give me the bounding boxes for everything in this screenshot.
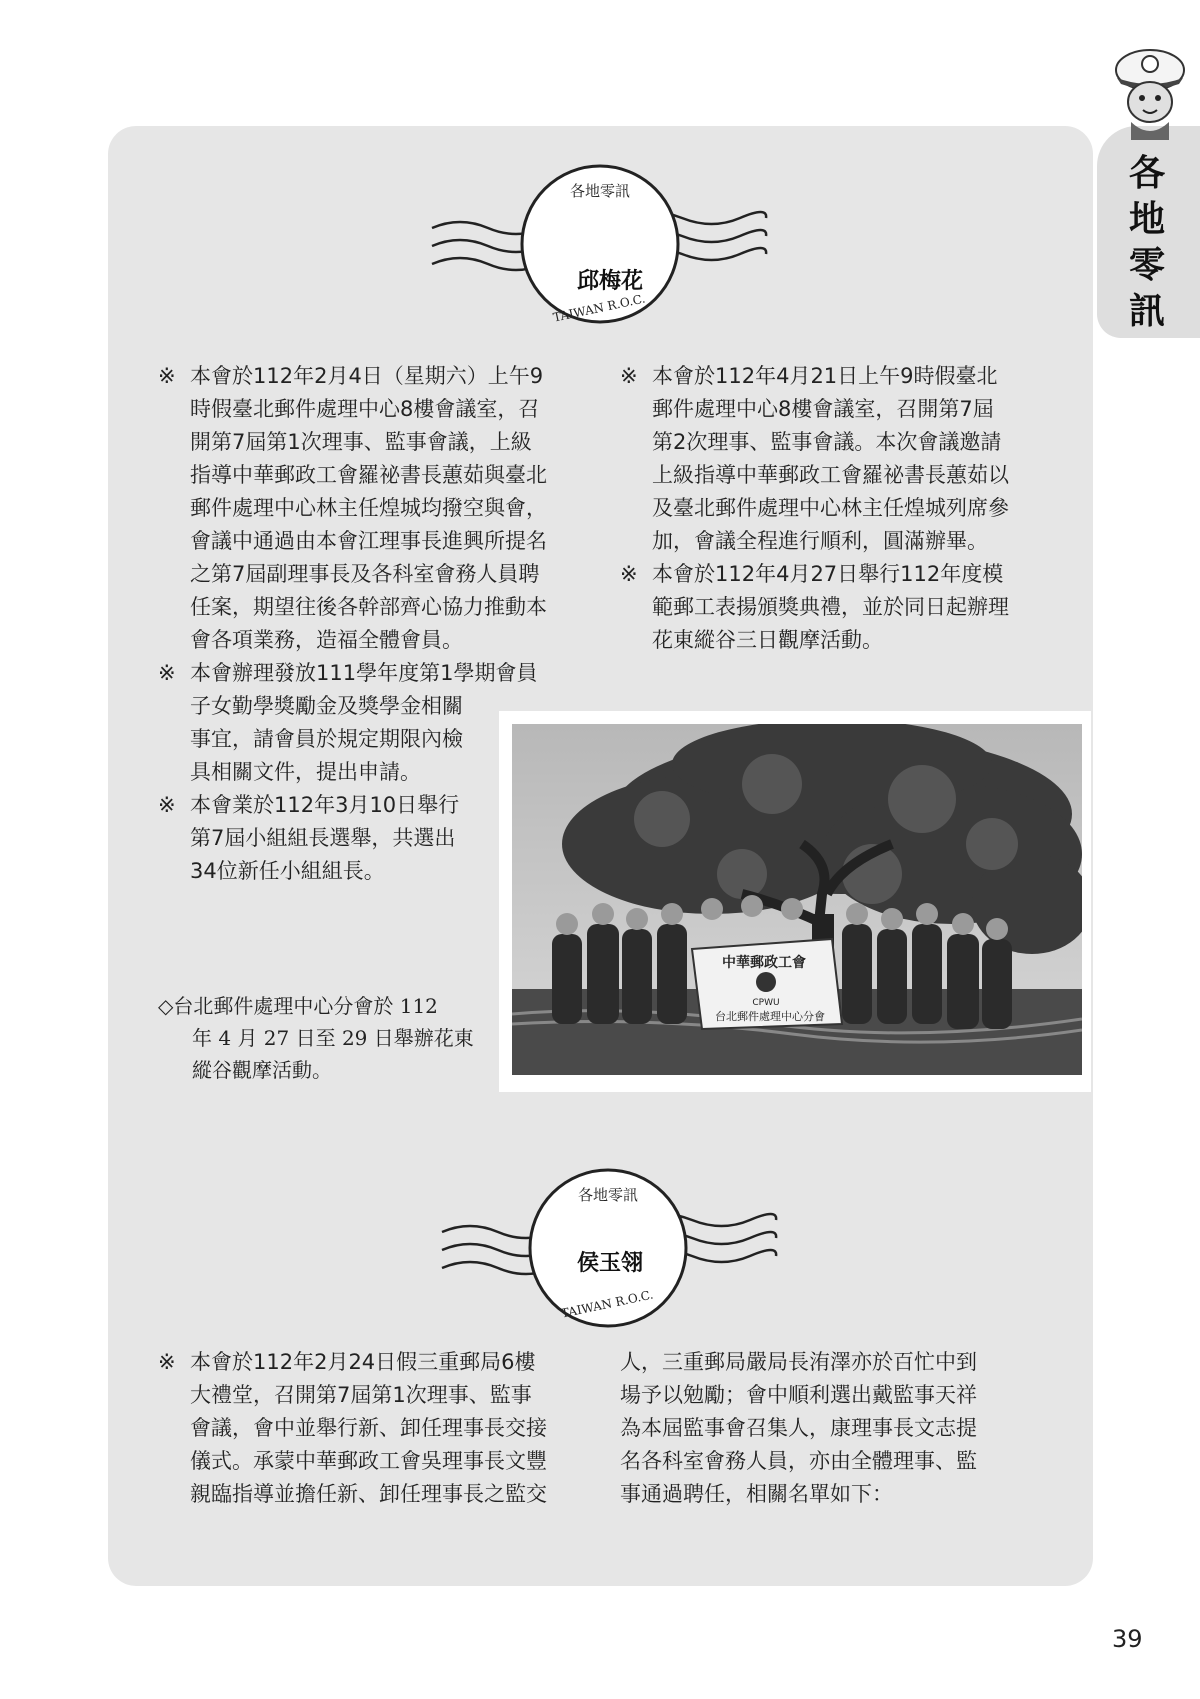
text-line: 上級指導中華郵政工會羅祕書長蕙茹以	[652, 463, 1009, 487]
caption-line: 年 4 月 27 日至 29 日舉辦花東	[192, 1026, 474, 1050]
text-line: 場予以勉勵；會中順利選出戴監事天祥	[620, 1383, 977, 1407]
text-line: 指導中華郵政工會羅祕書長蕙茹與臺北	[190, 463, 547, 487]
text-line: 為本屆監事會召集人，康理事長文志提	[620, 1416, 977, 1440]
list-item	[620, 558, 1040, 657]
stamp-top-text: 各地零訊	[569, 182, 631, 200]
list-item	[158, 1346, 578, 1511]
text-line: 郵件處理中心8樓會議室，召開第7屆	[652, 397, 994, 421]
banner-title: 中華郵政工會	[722, 955, 806, 971]
stamp-top-text: 各地零訊	[577, 1186, 639, 1204]
text-line: 子女勤學獎勵金及獎學金相關	[190, 694, 463, 718]
section1-right-column	[620, 360, 1040, 657]
text-line: 大禮堂，召開第7屆第1次理事、監事	[190, 1383, 532, 1407]
banner-abbr: CPWU	[752, 998, 780, 1008]
section-tab-char: 各	[1128, 152, 1165, 194]
list-item	[620, 360, 1040, 558]
text-line: 名各科室會務人員，亦由全體理事、監	[620, 1449, 977, 1473]
reference-mark: ※	[158, 364, 176, 388]
text-line: 開第7屆第1次理事、監事會議，上級	[190, 430, 532, 454]
section-tab-char: 訊	[1128, 290, 1165, 332]
group-photo	[512, 724, 1082, 1075]
union-banner	[692, 939, 842, 1029]
caption-line: 縱谷觀摩活動。	[192, 1058, 332, 1082]
postmark-stamp	[420, 162, 780, 342]
text-line: 本會於112年2月24日假三重郵局6樓	[190, 1350, 536, 1374]
text-line: 會議中通過由本會江理事長進興所提名	[190, 529, 547, 553]
text-line: 具相關文件，提出申請。	[190, 760, 421, 784]
text-line: 會各項業務，造福全體會員。	[190, 628, 463, 652]
text-line: 時假臺北郵件處理中心8樓會議室，召	[190, 397, 540, 421]
banner-subtitle: 台北郵件處理中心分會	[715, 1010, 825, 1023]
text-line: 親臨指導並擔任新、卸任理事長之監交	[190, 1482, 547, 1506]
text-line: 本會於112年2月4日（星期六）上午9	[190, 364, 544, 388]
reference-mark: ※	[158, 793, 176, 817]
text-line: 及臺北郵件處理中心林主任煌城列席參	[652, 496, 1009, 520]
text-line: 本會辦理發放111學年度第1學期會員	[190, 661, 538, 685]
reference-mark: ※	[620, 364, 638, 388]
postmark-stamp	[430, 1162, 790, 1342]
text-line: 事宜，請會員於規定期限內檢	[190, 727, 463, 751]
reference-mark: ※	[158, 1350, 176, 1374]
section-tab-char: 零	[1128, 244, 1165, 286]
page-number: 39	[1112, 1625, 1143, 1653]
mascot-postman-icon	[1105, 40, 1195, 140]
text-line: 儀式。承蒙中華郵政工會吳理事長文豐	[190, 1449, 547, 1473]
text-line: 花東縱谷三日觀摩活動。	[652, 628, 883, 652]
stamp-name: 邱梅花	[576, 268, 644, 294]
text-line: 任案，期望往後各幹部齊心協力推動本	[190, 595, 547, 619]
caption-line: ◇台北郵件處理中心分會於 112	[158, 994, 438, 1018]
text-line: 之第7屆副理事長及各科室會務人員聘	[190, 562, 540, 586]
stamp-country: TAIWAN R.O.C.	[559, 1287, 655, 1321]
reference-mark: ※	[158, 661, 176, 685]
text-line: 34位新任小組組長。	[190, 859, 385, 883]
text-line: 第7屆小組組長選舉，共選出	[190, 826, 456, 850]
photo-caption	[158, 990, 488, 1086]
text-line: 加，會議全程進行順利，圓滿辦畢。	[652, 529, 988, 553]
text-line: 範郵工表揚頒獎典禮，並於同日起辦理	[652, 595, 1009, 619]
stamp-country: TAIWAN R.O.C.	[551, 291, 647, 325]
reference-mark: ※	[620, 562, 638, 586]
section-tab-char: 地	[1128, 198, 1165, 240]
stamp-name: 侯玉翎	[576, 1250, 644, 1276]
section-tab-label	[1122, 150, 1172, 334]
text-line: 人，三重郵局嚴局長洧澤亦於百忙中到	[620, 1350, 977, 1374]
text-line: 會議，會中並舉行新、卸任理事長交接	[190, 1416, 547, 1440]
list-item	[158, 360, 578, 657]
text-line: 第2次理事、監事會議。本次會議邀請	[652, 430, 1002, 454]
section2-right-column	[620, 1346, 1040, 1511]
text-line: 本會於112年4月21日上午9時假臺北	[652, 364, 998, 388]
text-line: 本會於112年4月27日舉行112年度模	[652, 562, 1004, 586]
text-line: 事通過聘任，相關名單如下：	[620, 1482, 893, 1506]
text-line: 郵件處理中心林主任煌城均撥空與會，	[190, 496, 547, 520]
section2-left-column	[158, 1346, 578, 1511]
text-line: 本會業於112年3月10日舉行	[190, 793, 460, 817]
